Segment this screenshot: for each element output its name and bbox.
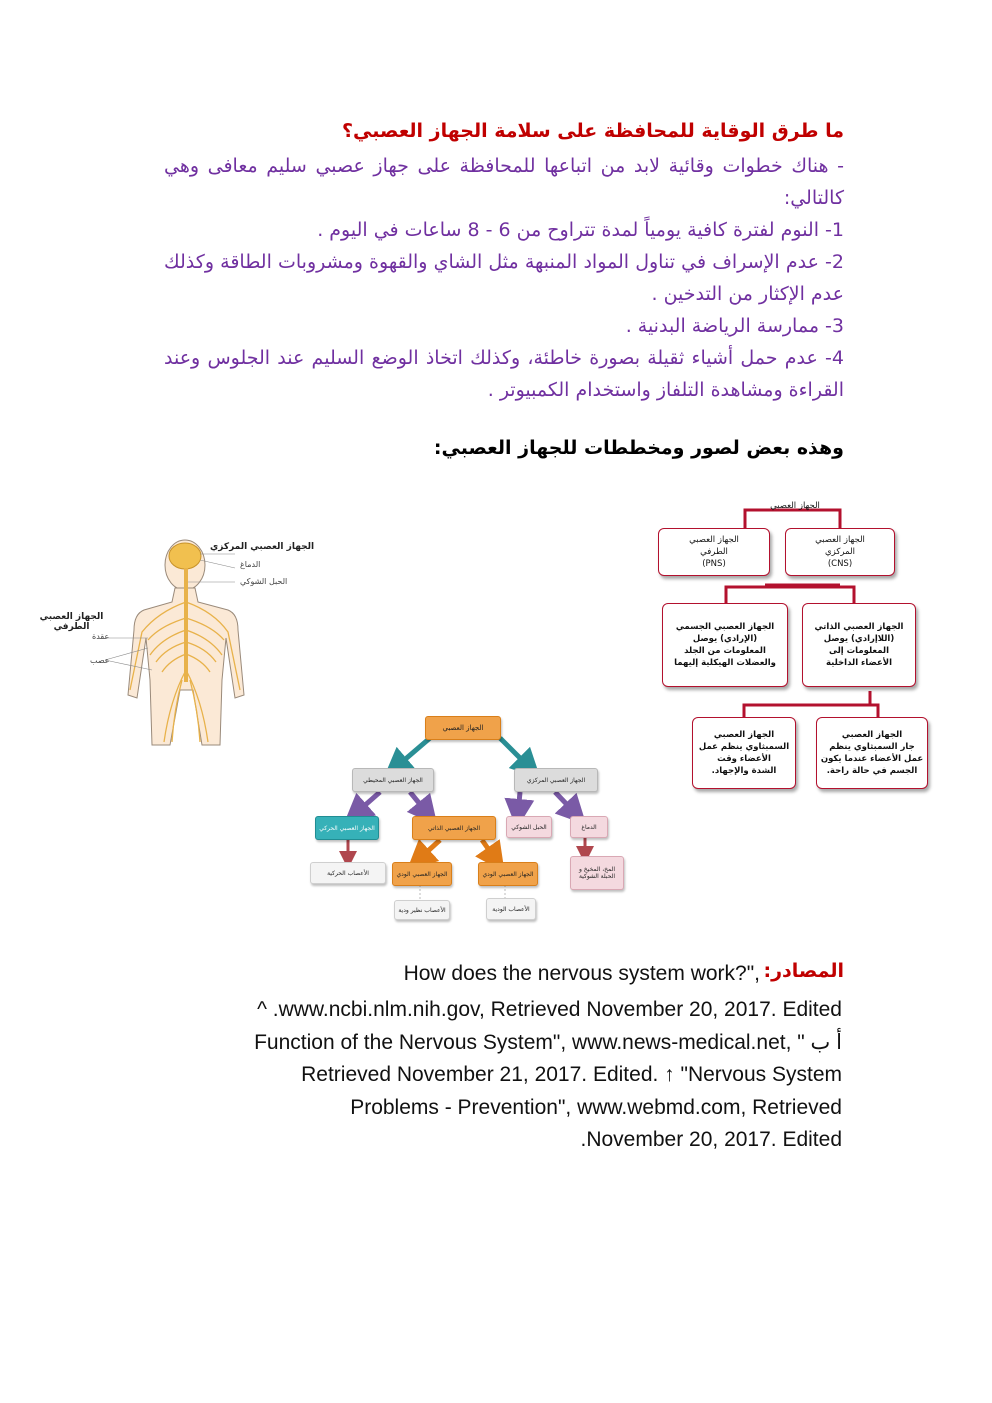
tree1-sympathetic-line: السمبثاوي ينظم عمل — [698, 742, 790, 752]
tree1-autonomic-box — [802, 603, 916, 687]
tree2-brain-parts: المخ، المخيخ و الحبلة الشوكية — [570, 856, 624, 890]
reference-line: ^ .www.ncbi.nlm.nih.gov, Retrieved November 20, 2017. Edited — [257, 998, 842, 1021]
body-nervous-system-diagram — [30, 530, 315, 760]
reference-line: .November 20, 2017. Edited — [580, 1128, 842, 1151]
tree1-autonomic-line: (اللاإرادي) يوصل — [823, 634, 895, 644]
cns-label: الجهاز العصبي المركزي — [210, 542, 315, 552]
tree1-autonomic-line: الجهاز العصبي الذاتي — [814, 622, 904, 632]
tree1-autonomic-line: المعلومات إلى — [828, 646, 890, 656]
tree1-sympathetic-line: الشدة والإجهاد. — [711, 766, 777, 776]
prevention-question-title: ما طرق الوقاية للمحافظة على سلامة الجهاز العصبي؟ — [341, 120, 844, 142]
tree1-parasympathetic-box — [816, 717, 928, 789]
tree1-parasympathetic-line: الجهاز العصبي — [841, 730, 903, 740]
tree1-somatic-line: (الإرادي) يوصل — [692, 634, 758, 644]
nerve-label: عصب — [90, 656, 110, 665]
tree2-sym-nerves: الأعصاب الودية — [486, 898, 536, 920]
tree1-parasympathetic-line: الجسم في حالة راحة. — [826, 766, 918, 776]
prevention-text — [164, 150, 844, 406]
tree1-somatic-line: الجهاز العصبي الجسمي — [675, 622, 775, 632]
tree1-pns-line: الجهاز العصبي — [689, 535, 739, 545]
tree1-cns-box — [785, 528, 895, 576]
tree1-parasympathetic-line: جار السمبثاوي ينظم — [829, 742, 915, 752]
tree1-pns-box — [658, 528, 770, 576]
prevention-step-1: 1- النوم لفترة كافية يومياً لمدة تتراوح من 6 - 8 ساعات في اليوم . — [317, 219, 844, 241]
spinal-cord-label: الحبل الشوكي — [240, 577, 288, 586]
tree2-motor: الجهاز العصبي الحركي — [315, 816, 379, 840]
tree1-sympathetic-line: الجهاز العصبي — [713, 730, 775, 740]
reference-first-line: How does the nervous system work?", — [403, 962, 760, 985]
prevention-step-3: 3- ممارسة الرياضة البدنية . — [625, 315, 844, 337]
tree2-root: الجهاز العصبي — [425, 716, 501, 740]
reference-line: Problems - Prevention", www.webmd.com, Retrieved — [350, 1095, 842, 1119]
references-list — [142, 994, 842, 1157]
tree2-brain: الدماغ — [570, 816, 608, 838]
tree2-central: الجهاز العصبي المركزي — [514, 768, 598, 792]
human-body-illustration — [30, 530, 315, 760]
tree2-parasym-nerves: الأعصاب نظير ودية — [394, 900, 450, 920]
tree2-spinal: الحبل الشوكي — [506, 816, 552, 838]
tree1-sympathetic-line: الأعضاء وقت — [717, 754, 771, 764]
tree1-somatic-line: والعضلات الهيكلية إليهما — [674, 658, 776, 668]
tree1-pns-line: (PNS) — [702, 559, 726, 569]
tree1-somatic-line: المعلومات من الجلد — [684, 646, 766, 656]
tree1-autonomic-line: الأعضاء الداخلية — [825, 658, 893, 668]
reference-line: Retrieved November 21, 2017. Edited. ↑ "Nervous System — [301, 1063, 842, 1086]
tree1-cns-line: (CNS) — [827, 559, 853, 569]
tree1-pns-line: الطرفي — [700, 547, 728, 557]
tree2-parasym: الجهاز العصبي الودي — [392, 862, 452, 886]
prevention-step-2: 2- عدم الإسراف في تناول المواد المنبهة مثل الشاي والقهوة ومشروبات الطاقة وكذلك عدم الإكثار من التدخين . — [164, 251, 844, 305]
nervous-system-classification-tree — [650, 495, 940, 800]
tree1-cns-line: الجهاز العصبي — [815, 535, 865, 545]
pns-label: الجهاز العصبي الطرفي — [39, 612, 104, 632]
prevention-intro: - هناك خطوات وقائية لابد من اتباعها للمحافظة على جهاز عصبي سليم معافى وهي كالتالي: — [164, 155, 844, 209]
tree1-parasympathetic-line: عمل الأعضاء عندما يكون — [820, 754, 924, 764]
tree2-autonomic: الجهاز العصبي الذاتي — [412, 816, 496, 840]
prevention-step-4: 4- عدم حمل أشياء ثقيلة بصورة خاطئة، وكذلك اتخاذ الوضع السليم عند الجلوس وعند القراءة ومشاهدة التلفاز واستخدام الكمبيوتر . — [164, 347, 844, 401]
tree1-root: الجهاز العصبي — [770, 501, 820, 511]
reference-line: Function of the Nervous System", www.news-medical.net, " أ ب — [254, 1030, 842, 1054]
tree1-somatic-box — [662, 603, 788, 687]
tree1-sympathetic-box — [692, 717, 796, 789]
tree2-peripheral: الجهاز العصبي المحيطي — [352, 768, 434, 792]
ganglion-label: عقدة — [92, 632, 110, 641]
nervous-system-color-tree — [300, 710, 640, 930]
tree1-cns-line: المركزي — [825, 547, 855, 557]
brain-label: الدماغ — [240, 560, 261, 569]
tree2-sym: الجهاز العصبي الودي — [478, 862, 538, 886]
references-heading: المصادر: — [763, 960, 844, 982]
tree2-motor-nerves: الأعصاب الحركية — [310, 862, 386, 884]
images-section-title: وهذه بعض لصور ومخططات للجهاز العصبي: — [433, 437, 844, 459]
